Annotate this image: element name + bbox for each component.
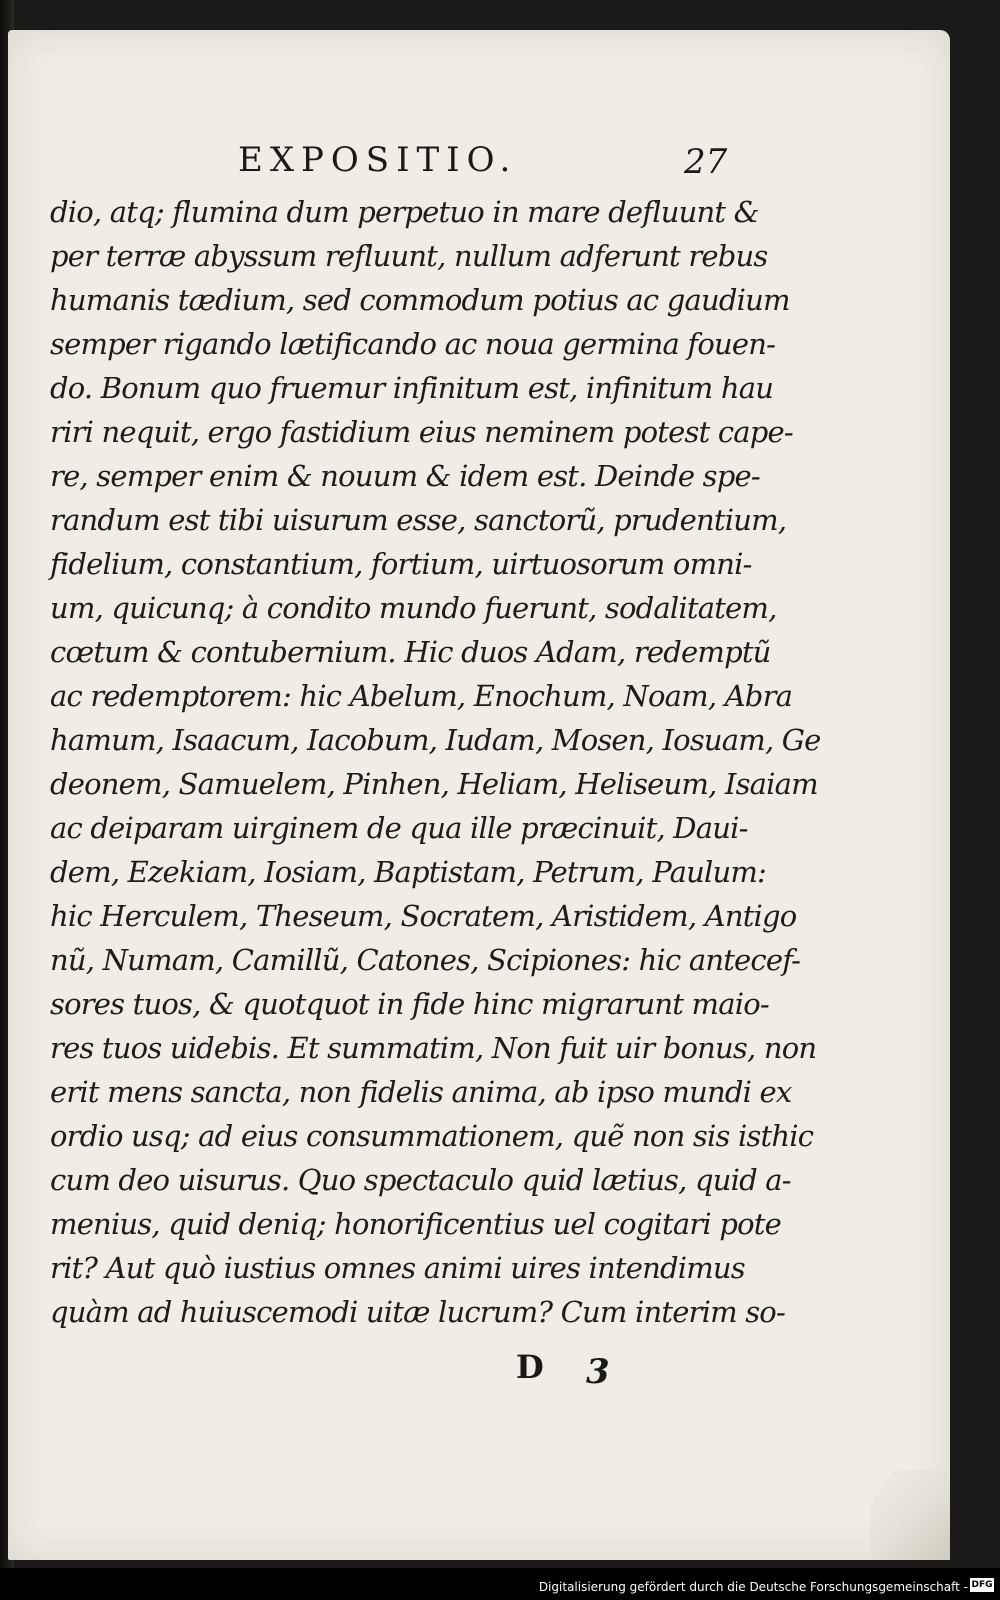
text-line: humanis tædium, sed commodum potius ac gaudium [50, 283, 790, 317]
text-line: dio, atq; flumina dum perpetuo in mare defluunt & [50, 195, 759, 229]
page-number: 27 [684, 142, 728, 182]
signature-mark: D [516, 1348, 544, 1386]
text-line: quàm ad huiuscemodi uitæ lucrum? Cum interim so- [50, 1295, 785, 1329]
page-header [8, 138, 950, 182]
text-line: fidelium, constantium, fortium, uirtuosorum omni- [50, 547, 752, 581]
text-line: hamum, Isaacum, Iacobum, Iudam, Mosen, Iosuam, Ge [50, 723, 821, 757]
body-text [50, 190, 821, 1334]
text-line: dem, Ezekiam, Iosiam, Baptistam, Petrum, Paulum: [50, 855, 766, 889]
text-line: um, quicunq; à condito mundo fuerunt, sodalitatem, [50, 591, 777, 625]
page-footer [8, 1348, 950, 1398]
text-line: riri nequit, ergo fastidium eius neminem potest cape- [50, 415, 793, 449]
text-line: menius, quid deniq; honorificentius uel cogitari pote [50, 1207, 781, 1241]
text-line: ordio usq; ad eius consummationem, quẽ non sis isthic [50, 1119, 814, 1153]
text-line: re, semper enim & nouum & idem est. Deinde spe- [50, 459, 760, 493]
text-line: cœtum & contubernium. Hic duos Adam, redemptũ [50, 635, 771, 669]
text-line: deonem, Samuelem, Pinhen, Heliam, Heliseum, Isaiam [50, 767, 818, 801]
text-line: rit? Aut quò iustius omnes animi uires intendimus [50, 1251, 745, 1285]
text-line: res tuos uidebis. Et summatim, Non fuit uir bonus, non [50, 1031, 817, 1065]
signature-number: 3 [586, 1352, 610, 1392]
text-line: ac deiparam uirginem de qua ille præcinuit, Daui- [50, 811, 748, 845]
text-line: per terræ abyssum refluunt, nullum adferunt rebus [50, 239, 768, 273]
text-line: ac redemptorem: hic Abelum, Enochum, Noam, Abra [50, 679, 793, 713]
text-line: cum deo uisurus. Quo spectaculo quid lætius, quid a- [50, 1163, 791, 1197]
running-title: EXPOSITIO. [238, 140, 518, 180]
text-line: nũ, Numam, Camillũ, Catones, Scipiones: hic antecef- [50, 943, 801, 977]
book-page [8, 30, 950, 1560]
credit-text: Digitalisierung gefördert durch die Deutsche Forschungsgemeinschaft - [538, 1580, 968, 1594]
dfg-logo-icon: DFG [971, 1580, 993, 1590]
text-line: erit mens sancta, non fidelis anima, ab ipso mundi ex [50, 1075, 792, 1109]
text-line: do. Bonum quo fruemur infinitum est, infinitum hau [50, 371, 774, 405]
text-line: randum est tibi uisurum esse, sanctorũ, prudentium, [50, 503, 787, 537]
page-corner-fold [870, 1470, 950, 1560]
text-line: semper rigando lætificando ac noua germina fouen- [50, 327, 776, 361]
credit-bar [0, 1568, 1000, 1600]
text-line: sores tuos, & quotquot in fide hinc migrarunt maio- [50, 987, 769, 1021]
text-line: hic Herculem, Theseum, Socratem, Aristidem, Antigo [50, 899, 797, 933]
